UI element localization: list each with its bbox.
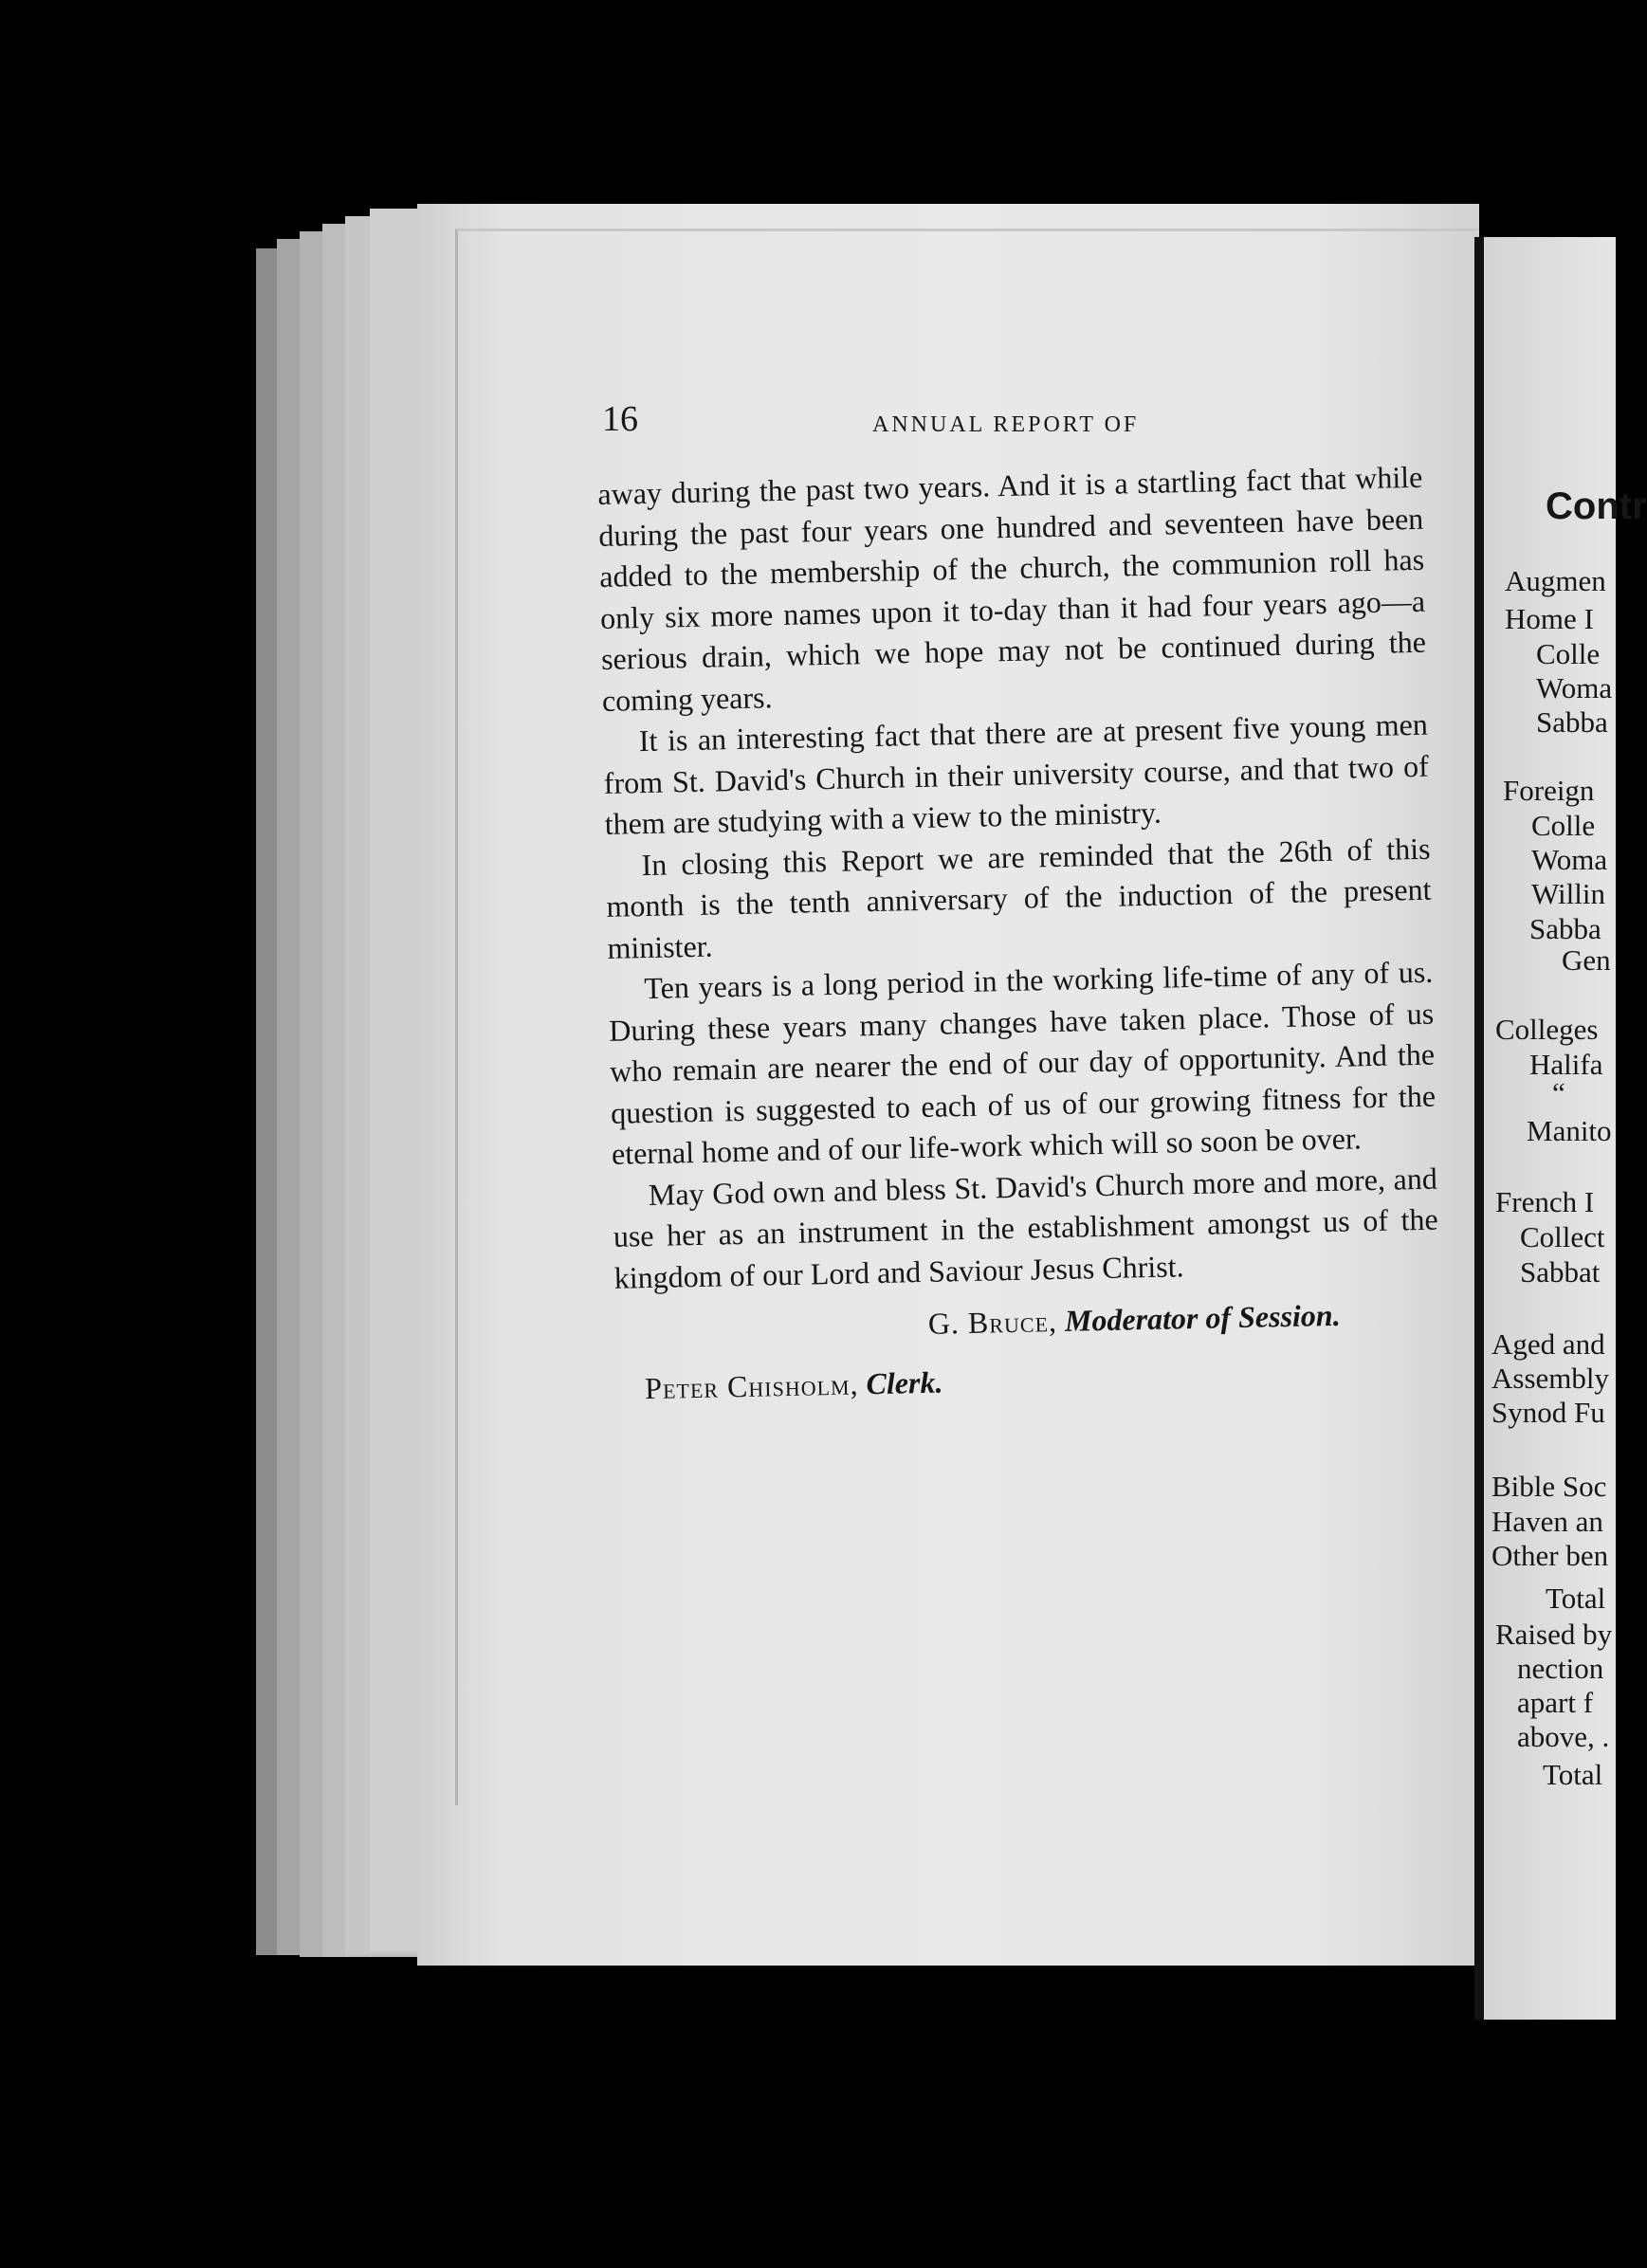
paragraph: away during the past two years. And it is a startling fact that while during the past four years one hundred and seventeen have been added to the membership of the church, the communion roll has only six more names upon it to-day than it had four years ago—a serious drain, which we hope may not be continued during the coming years.	[597, 459, 1427, 718]
running-head: ANNUAL REPORT OF	[872, 412, 1140, 437]
paragraph: It is an interesting fact that there are at present five young men from St. David's Church in their university course, and that two of them are studying with a view to the ministry.	[603, 706, 1430, 841]
book-gutter	[1474, 237, 1484, 2020]
page-number: 16	[602, 399, 638, 439]
right-page-line: Bible Soc	[1491, 1470, 1607, 1503]
right-page-line: Woma	[1531, 843, 1608, 876]
paragraph: May God own and bless St. David's Church more and more, and use her as an instrument in the establishment amongst us of the kingdom of our Lord and Saviour Jesus Christ.	[613, 1161, 1439, 1295]
clerk-name: Peter Chisholm,	[644, 1365, 859, 1405]
left-page	[417, 204, 1479, 1966]
moderator-name: G. Bruce,	[927, 1304, 1058, 1341]
clerk-title: Clerk.	[866, 1364, 943, 1400]
right-page-line: French I	[1495, 1185, 1595, 1218]
right-page-line: Home I	[1505, 602, 1594, 635]
right-page-line: Aged and	[1491, 1327, 1605, 1361]
right-page-line: Woma	[1536, 671, 1613, 704]
right-page-line: Colleges	[1495, 1013, 1599, 1046]
right-page-line: above, .	[1517, 1720, 1610, 1753]
right-page-line: Sabba	[1529, 912, 1601, 945]
right-page-line: apart f	[1517, 1686, 1594, 1719]
right-page-line: Collect	[1520, 1220, 1605, 1253]
right-page-line: Other ben	[1491, 1539, 1609, 1572]
right-page-line: Sabba	[1536, 705, 1608, 739]
right-page	[1484, 237, 1647, 2020]
right-page-line: nection	[1517, 1652, 1604, 1685]
right-page-line: Total	[1546, 1582, 1606, 1615]
right-page-line: Colle	[1531, 809, 1596, 842]
right-page-line: Haven an	[1491, 1505, 1603, 1538]
right-page-line: Foreign	[1503, 774, 1595, 807]
right-page-line: Synod Fu	[1491, 1396, 1605, 1429]
right-page-line: Manito	[1527, 1114, 1612, 1147]
report-body	[597, 457, 1441, 1410]
right-page-line: Sabbat	[1520, 1255, 1601, 1289]
right-page-line: Augmen	[1505, 564, 1606, 597]
right-page-heading: Contr	[1546, 485, 1647, 527]
right-page-line: Total	[1543, 1758, 1603, 1791]
paragraph: Ten years is a long period in the working life-time of any of us. During these years many changes have taken place. Those of us who remain are nearer the end of our day of opportunity. And the question is suggested to each of us of our growing fitness for the eternal home and of our life-work which will so soon be over.	[608, 954, 1437, 1171]
paragraph: In closing this Report we are reminded that the 26th of this month is the tenth anniversary of the induction of the present minister.	[606, 831, 1432, 965]
right-page-line: “	[1552, 1076, 1565, 1109]
right-page-line: Halifa	[1529, 1048, 1603, 1081]
moderator-title: Moderator of Session.	[1064, 1297, 1341, 1338]
right-page-line: Willin	[1531, 877, 1605, 910]
right-page-line: Raised by	[1495, 1618, 1613, 1651]
right-page-line: Assembly	[1491, 1362, 1609, 1395]
right-page-line: Gen	[1562, 943, 1611, 977]
moderator-signature	[614, 1293, 1440, 1352]
right-page-line: Colle	[1536, 637, 1601, 670]
